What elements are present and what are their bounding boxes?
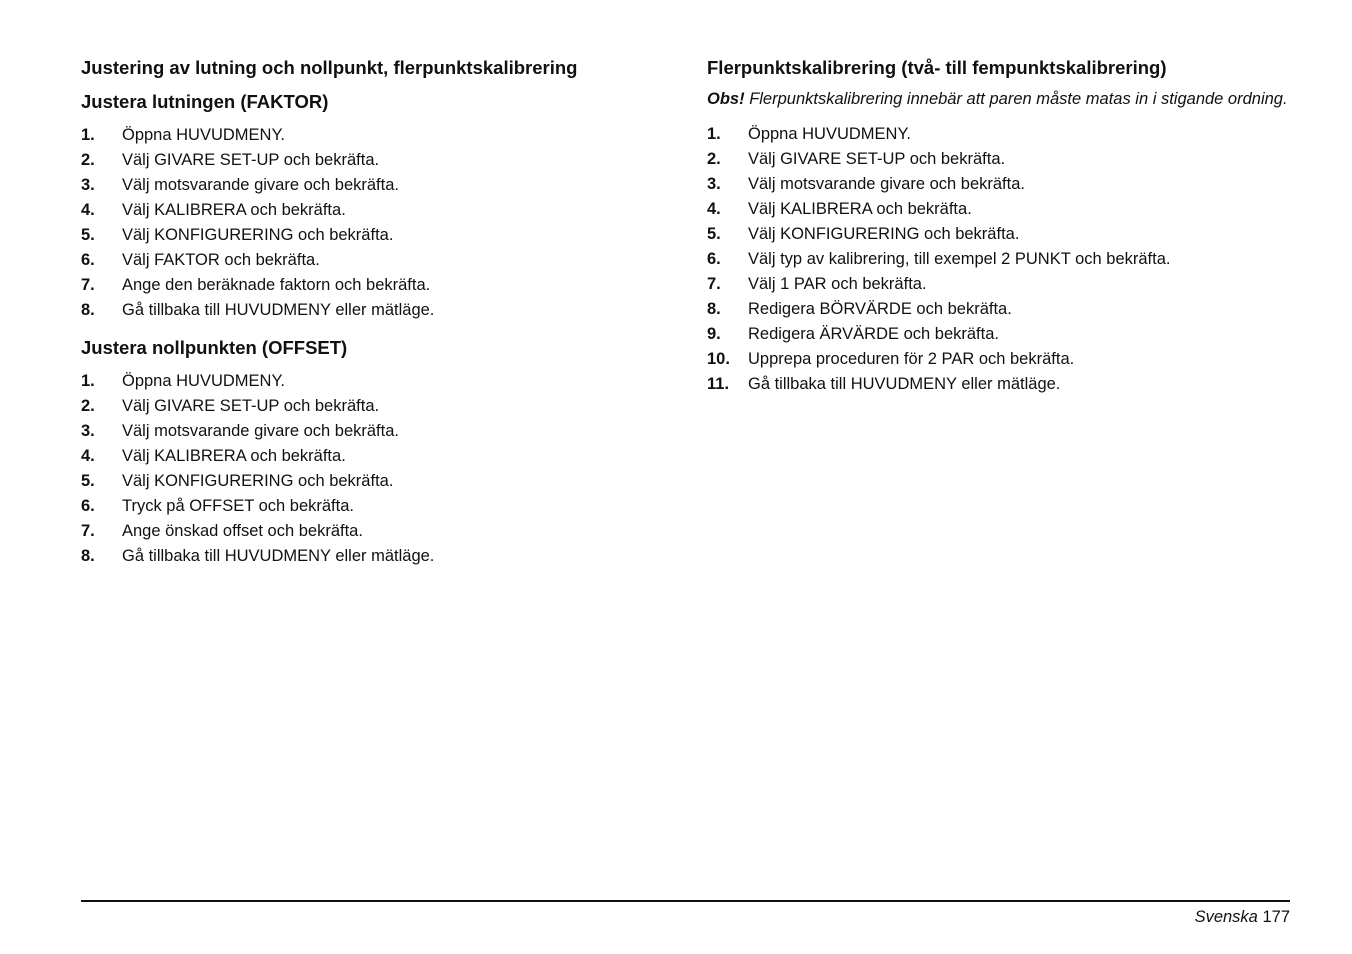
list-item	[707, 297, 1297, 322]
step-text: Tryck på OFFSET och bekräfta.	[122, 497, 354, 515]
step-number: 2.	[707, 150, 721, 168]
list-item	[707, 172, 1297, 197]
step-text: Välj KALIBRERA och bekräfta.	[122, 447, 346, 465]
step-number: 1.	[81, 372, 95, 390]
list-item	[81, 173, 661, 198]
step-number: 5.	[81, 472, 95, 490]
list-item	[81, 273, 661, 298]
list-item	[81, 298, 661, 323]
step-number: 6.	[707, 250, 721, 268]
note-label: Obs!	[707, 90, 745, 108]
step-text: Välj KALIBRERA och bekräfta.	[122, 201, 346, 219]
list-item	[81, 444, 661, 469]
step-text: Välj motsvarande givare och bekräfta.	[122, 422, 399, 440]
step-text: Välj KALIBRERA och bekräfta.	[748, 200, 972, 218]
note-paragraph	[707, 89, 1297, 110]
step-text: Redigera ÄRVÄRDE och bekräfta.	[748, 325, 999, 343]
note-text: Flerpunktskalibrering innebär att paren måste matas in i stigande ordning.	[749, 90, 1288, 108]
footer-language: Svenska	[1194, 908, 1258, 926]
step-number: 7.	[81, 276, 95, 294]
list-item	[707, 147, 1297, 172]
step-text: Välj GIVARE SET-UP och bekräfta.	[122, 151, 380, 169]
list-item	[81, 544, 661, 569]
right-column	[707, 57, 1297, 397]
step-number: 8.	[81, 301, 95, 319]
step-text: Välj motsvarande givare och bekräfta.	[122, 176, 399, 194]
list-item	[81, 148, 661, 173]
step-number: 4.	[707, 200, 721, 218]
slope-section-heading: Justera lutningen (FAKTOR)	[81, 91, 329, 112]
multipoint-steps-list	[707, 122, 1297, 397]
list-item	[81, 494, 661, 519]
step-text: Välj KONFIGURERING och bekräfta.	[748, 225, 1020, 243]
list-item	[707, 247, 1297, 272]
list-item	[81, 223, 661, 248]
step-text: Redigera BÖRVÄRDE och bekräfta.	[748, 300, 1012, 318]
list-item	[707, 347, 1297, 372]
step-text: Ange den beräknade faktorn och bekräfta.	[122, 276, 431, 294]
step-text: Välj FAKTOR och bekräfta.	[122, 251, 320, 269]
step-text: Välj GIVARE SET-UP och bekräfta.	[748, 150, 1006, 168]
list-item	[81, 419, 661, 444]
step-number: 10.	[707, 350, 730, 368]
footer-divider	[81, 900, 1290, 902]
step-text: Öppna HUVUDMENY.	[748, 125, 911, 143]
list-item	[81, 519, 661, 544]
page-number: 177	[1262, 908, 1290, 926]
list-item	[81, 469, 661, 494]
offset-section-heading: Justera nollpunkten (OFFSET)	[81, 337, 348, 358]
step-number: 1.	[707, 125, 721, 143]
multipoint-section-heading: Flerpunktskalibrering (två- till fempunktskalibrering)	[707, 57, 1167, 78]
list-item	[81, 248, 661, 273]
step-number: 3.	[707, 175, 721, 193]
step-number: 7.	[81, 522, 95, 540]
step-number: 4.	[81, 447, 95, 465]
step-number: 8.	[81, 547, 95, 565]
step-number: 4.	[81, 201, 95, 219]
step-text: Välj motsvarande givare och bekräfta.	[748, 175, 1025, 193]
step-number: 7.	[707, 275, 721, 293]
step-number: 3.	[81, 176, 95, 194]
list-item	[707, 322, 1297, 347]
step-number: 8.	[707, 300, 721, 318]
step-text: Ange önskad offset och bekräfta.	[122, 522, 363, 540]
list-item	[81, 369, 661, 394]
step-number: 5.	[707, 225, 721, 243]
page-title: Justering av lutning och nollpunkt, flerpunktskalibrering	[81, 57, 578, 78]
left-column	[81, 57, 661, 569]
step-text: Gå tillbaka till HUVUDMENY eller mätläge.	[748, 375, 1061, 393]
list-item	[81, 394, 661, 419]
list-item	[707, 272, 1297, 297]
step-number: 2.	[81, 151, 95, 169]
list-item	[707, 372, 1297, 397]
page-footer	[1195, 906, 1290, 928]
list-item	[81, 123, 661, 148]
step-text: Välj KONFIGURERING och bekräfta.	[122, 226, 394, 244]
slope-steps-list	[81, 123, 661, 323]
offset-steps-list	[81, 369, 661, 569]
list-item	[81, 198, 661, 223]
step-text: Välj KONFIGURERING och bekräfta.	[122, 472, 394, 490]
step-number: 9.	[707, 325, 721, 343]
step-text: Gå tillbaka till HUVUDMENY eller mätläge.	[122, 301, 435, 319]
list-item	[707, 197, 1297, 222]
step-number: 5.	[81, 226, 95, 244]
list-item	[707, 222, 1297, 247]
step-text: Öppna HUVUDMENY.	[122, 372, 285, 390]
step-text: Gå tillbaka till HUVUDMENY eller mätläge.	[122, 547, 435, 565]
step-text: Välj GIVARE SET-UP och bekräfta.	[122, 397, 380, 415]
step-number: 2.	[81, 397, 95, 415]
step-text: Öppna HUVUDMENY.	[122, 126, 285, 144]
step-number: 6.	[81, 251, 95, 269]
step-text: Upprepa proceduren för 2 PAR och bekräfta.	[748, 350, 1075, 368]
step-text: Välj typ av kalibrering, till exempel 2 PUNKT och bekräfta.	[748, 250, 1171, 268]
step-number: 6.	[81, 497, 95, 515]
step-number: 1.	[81, 126, 95, 144]
step-text: Välj 1 PAR och bekräfta.	[748, 275, 927, 293]
list-item	[707, 122, 1297, 147]
step-number: 3.	[81, 422, 95, 440]
step-number: 11.	[707, 375, 730, 393]
